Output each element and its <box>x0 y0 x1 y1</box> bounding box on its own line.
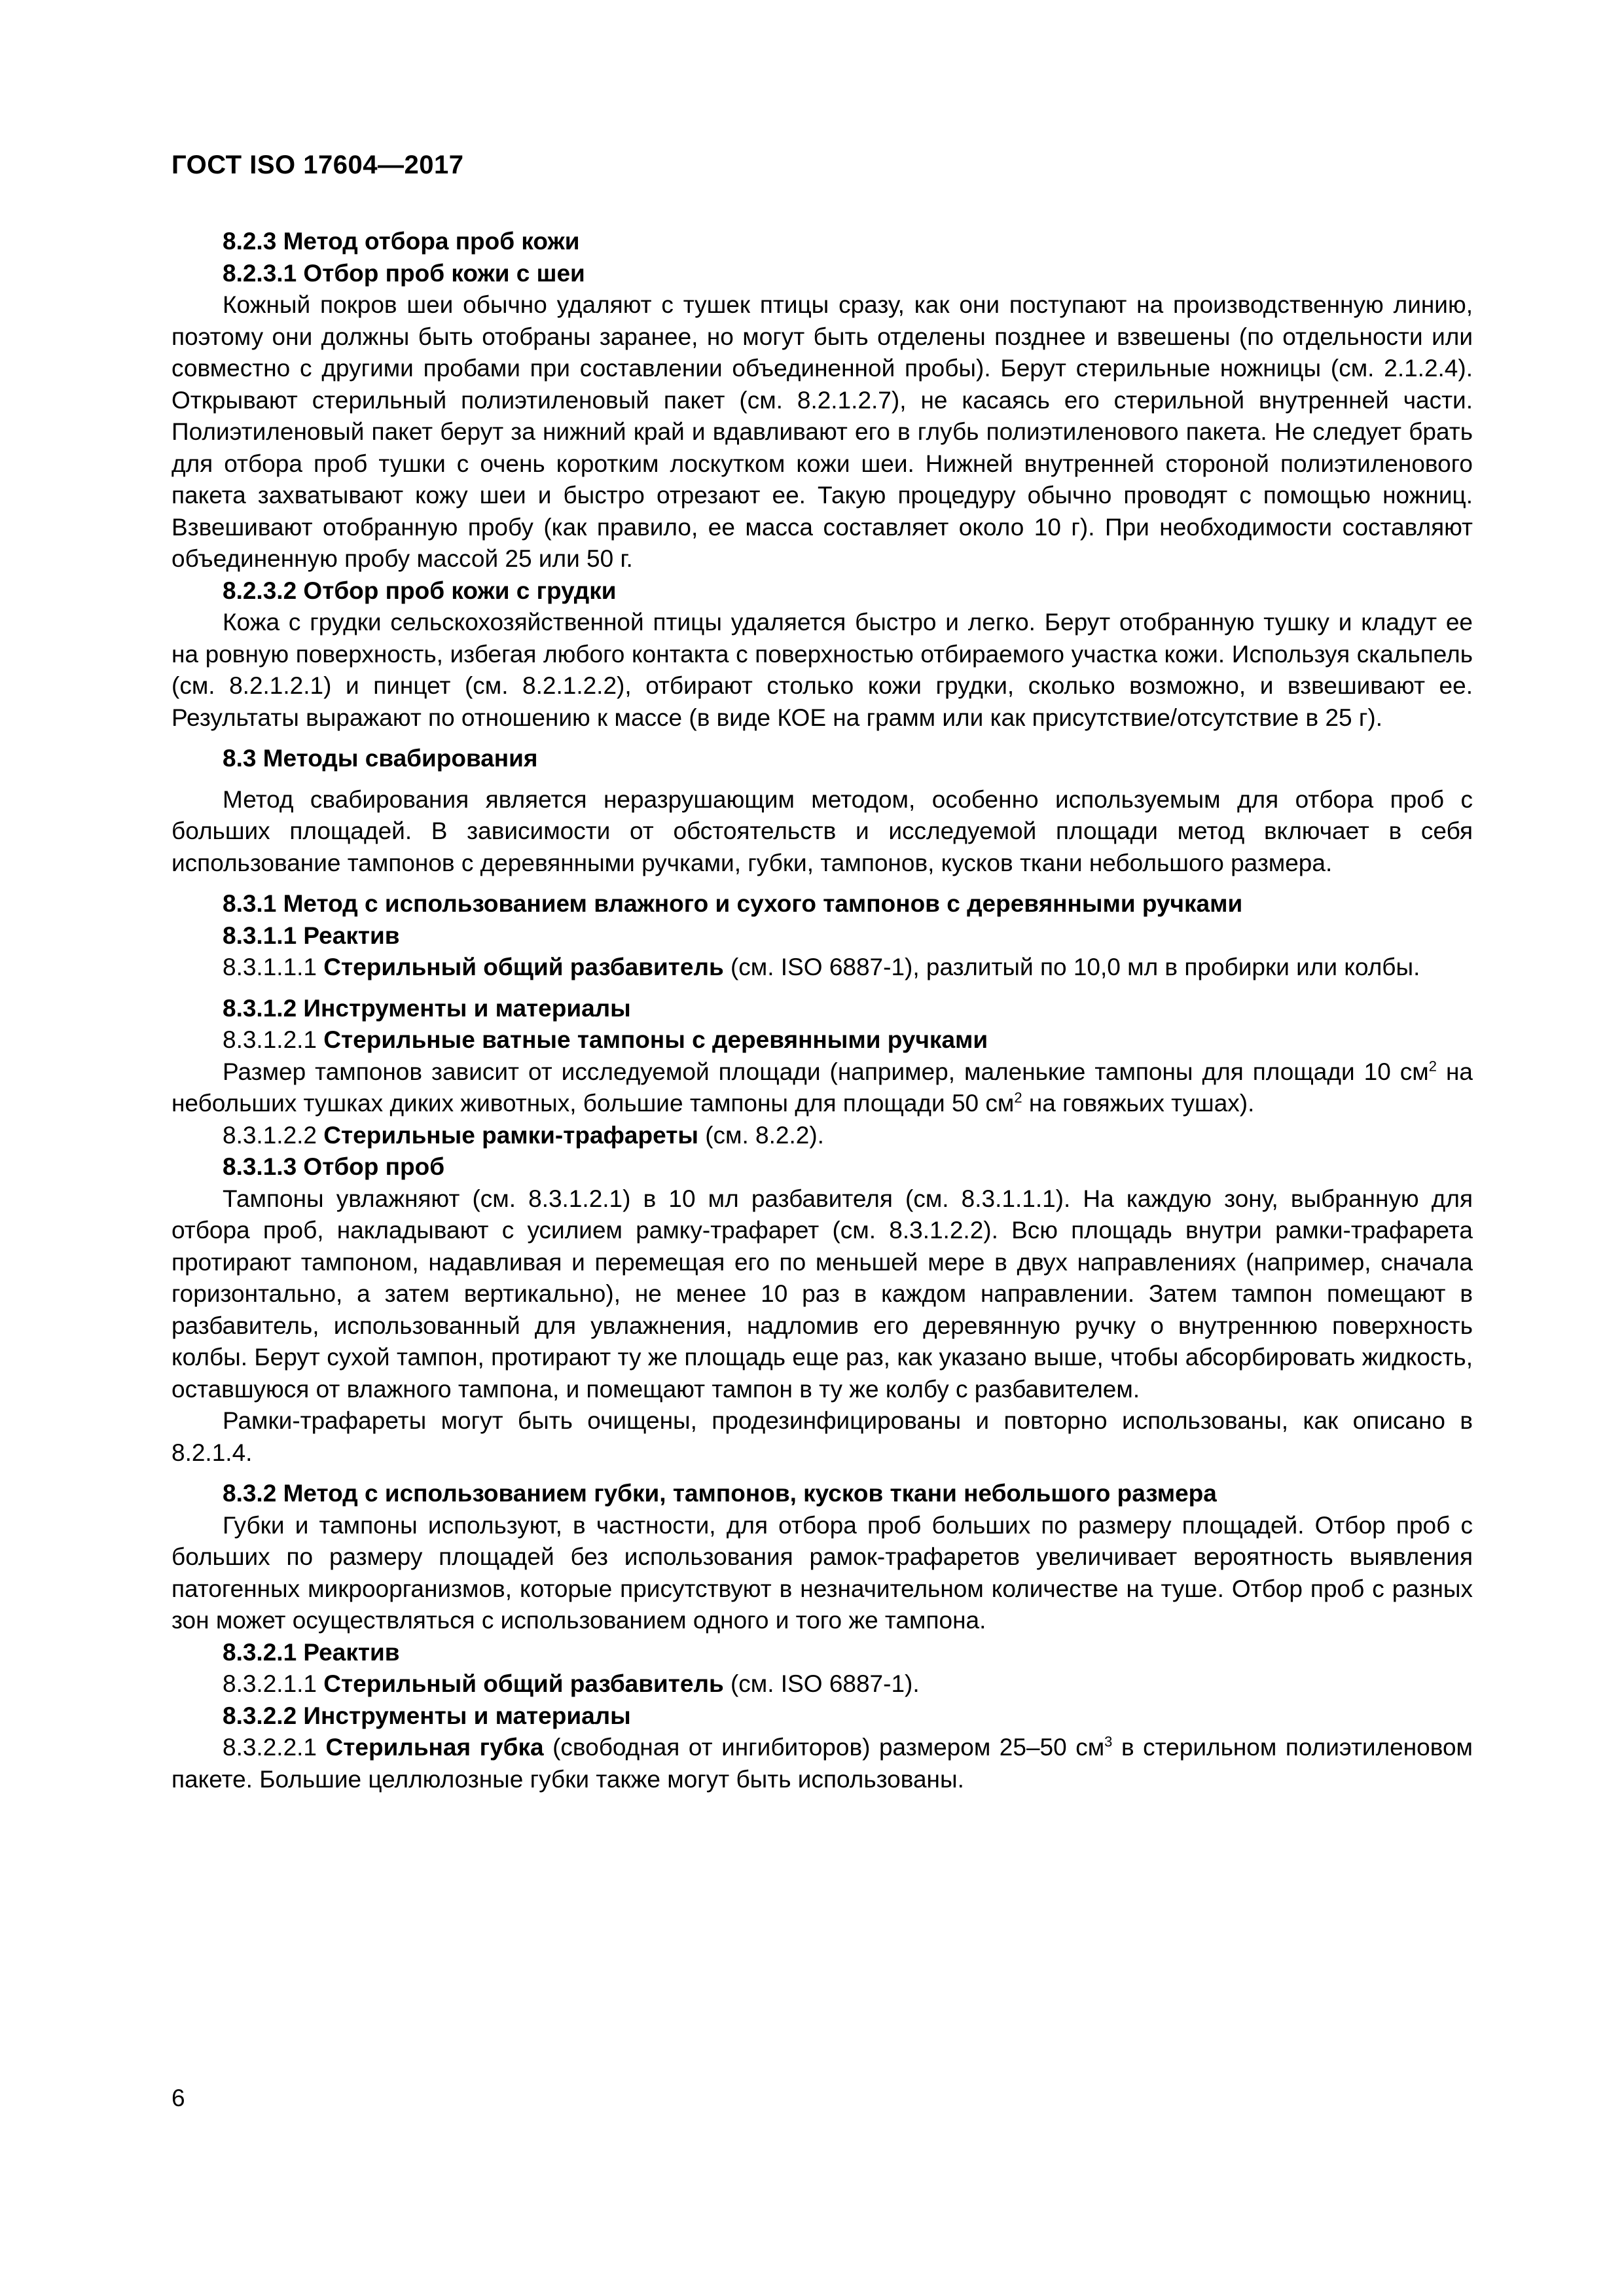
clause-text: в стерильном полиэтиленовом пакете. Большие целлюлозные губки также могут быть использованы. <box>171 1734 1473 1793</box>
superscript: 2 <box>1428 1058 1437 1075</box>
clause-number: 8.3.2.2.1 <box>223 1734 317 1761</box>
section-heading: 8.2.3.1 Отбор проб кожи с шеи <box>223 259 585 287</box>
clause-number: 8.3.2.1.1 <box>223 1670 317 1697</box>
paragraph: Кожа с грудки сельскохозяйственной птицы удаляется быстро и легко. Берут отобранную тушку и кладут ее на ровную поверхность, избегая любого контакта с поверхностью отбираемого участка кожи. Используя скальпель (см. 8.2.1.2.1) и пинцет (см. 8.2.1.2.2), отбирают столько кожи грудки, сколько возможно, и взвешивают ее. Результаты выражают по отношению к массе (в виде КОЕ на грамм или как присутствие/отсутствие в 25 г). <box>171 609 1473 731</box>
paragraph <box>171 1120 1473 1152</box>
paragraph <box>171 1732 1473 1795</box>
clause-text: (см. ISO 6887-1), разлитый по 10,0 мл в пробирки или колбы. <box>730 954 1420 980</box>
term-bold: Стерильный общий разбавитель <box>323 1670 724 1697</box>
term-bold: Стерильный общий разбавитель <box>323 954 724 980</box>
paragraph <box>171 1024 1473 1056</box>
paragraph: Рамки-трафареты могут быть очищены, продезинфицированы и повторно использованы, как описано в 8.2.1.4. <box>171 1407 1473 1466</box>
paragraph: Губки и тампоны используют, в частности, для отбора проб больших по размеру площадей. Отбор проб с больших по размеру площадей без использования рамок-трафаретов увеличивает вероятность выявления патогенных микроорганизмов, которые присутствуют в незначительном количестве на туше. Отбор проб с разных зон может осуществляться с использованием одного и того же тампона. <box>171 1511 1473 1634</box>
clause-text: (см. ISO 6887-1). <box>730 1670 920 1697</box>
section-heading: 8.2.3.2 Отбор проб кожи с грудки <box>223 577 617 604</box>
section-heading: 8.3.2.2 Инструменты и материалы <box>223 1702 631 1729</box>
clause-text: (свободная от ингибиторов) размером 25–50 см <box>552 1734 1105 1761</box>
paragraph <box>171 1668 1473 1700</box>
paragraph: Тампоны увлажняют (см. 8.3.1.2.1) в 10 мл разбавителя (см. 8.3.1.1.1). На каждую зону, выбранную для отбора проб, накладывают с усилием рамку-трафарет (см. 8.3.1.2.2). Всю площадь внутри рамки-трафарета протирают тампоном, надавливая и перемещая его по меньшей мере в двух направлениях (например, сначала горизонтально, а затем вертикально), не менее 10 раз в каждом направлении. Затем тампон помещают в разбавитель, использованный для увлажнения, надломив его деревянную ручку о внутреннюю поверхность колбы. Берут сухой тампон, протирают ту же площадь еще раз, как указано выше, чтобы абсорбировать жидкость, оставшуюся от влажного тампона, и помещают тампон в ту же колбу с разбавителем. <box>171 1185 1473 1403</box>
clause-text: на говяжьих тушах). <box>1022 1090 1255 1117</box>
document-body <box>171 226 1473 1795</box>
page-number: 6 <box>171 2085 185 2111</box>
paragraph: Кожный покров шеи обычно удаляют с тушек птицы сразу, как они поступают на производственную линию, поэтому они должны быть отобраны заранее, но могут быть отделены позднее и взвешены (по отдельности или совместно с другими пробами при составлении объединенной пробы). Берут стерильные ножницы (см. 2.1.2.4). Открывают стерильный полиэтиленовый пакет (см. 8.2.1.2.7), не касаясь его стерильной внутренней части. Полиэтиленовый пакет берут за нижний край и вдавливают его в глубь полиэтиленового пакета. Не следует брать для отбора проб тушки с очень коротким лоскутком кожи шеи. Нижней внутренней стороной полиэтиленового пакета захватывают кожу шеи и быстро отрезают ее. Такую процедуру обычно проводят с помощью ножниц. Взвешивают отобранную пробу (как правило, ее масса составляет около 10 г). При необходимости составляют объединенную пробу массой 25 или 50 г. <box>171 291 1473 572</box>
clause-text: (см. 8.2.2). <box>705 1121 824 1149</box>
term-bold: Стерильные рамки-трафареты <box>323 1121 698 1149</box>
section-heading: 8.3.1.2 Инструменты и материалы <box>223 994 631 1022</box>
document-header: ГОСТ ISO 17604—2017 <box>171 151 464 179</box>
section-heading: 8.3.2 Метод с использованием губки, тампонов, кусков ткани небольшого размера <box>223 1480 1217 1507</box>
section-heading: 8.3 Методы свабирования <box>223 745 538 772</box>
clause-number: 8.3.1.1.1 <box>223 954 317 980</box>
clause-number: 8.3.1.2.2 <box>223 1121 317 1149</box>
paragraph <box>171 1056 1473 1120</box>
section-heading: 8.3.1.1 Реактив <box>223 922 400 949</box>
section-heading: 8.2.3 Метод отбора проб кожи <box>223 228 580 255</box>
section-heading: 8.3.1 Метод с использованием влажного и сухого тампонов с деревянными ручками <box>223 890 1243 917</box>
paragraph <box>171 952 1473 984</box>
term-bold: Стерильные ватные тампоны с деревянными ручками <box>323 1026 988 1053</box>
section-heading: 8.3.1.3 Отбор проб <box>223 1153 445 1180</box>
paragraph: Метод свабирования является неразрушающим методом, особенно используемым для отбора проб с больших площадей. В зависимости от обстоятельств и исследуемой площади метод включает в себя использование тампонов с деревянными ручками, губки, тампонов, кусков ткани небольшого размера. <box>171 785 1473 876</box>
term-bold: Стерильная губка <box>325 1734 544 1761</box>
clause-text: на небольших тушках диких животных, большие тампоны для площади 50 см <box>171 1058 1473 1117</box>
clause-number: 8.3.1.2.1 <box>223 1026 317 1053</box>
section-heading: 8.3.2.1 Реактив <box>223 1638 400 1666</box>
superscript: 2 <box>1014 1089 1022 1106</box>
superscript: 3 <box>1104 1733 1113 1750</box>
clause-text: Размер тампонов зависит от исследуемой площади (например, маленькие тампоны для площади 10 см <box>223 1058 1429 1085</box>
